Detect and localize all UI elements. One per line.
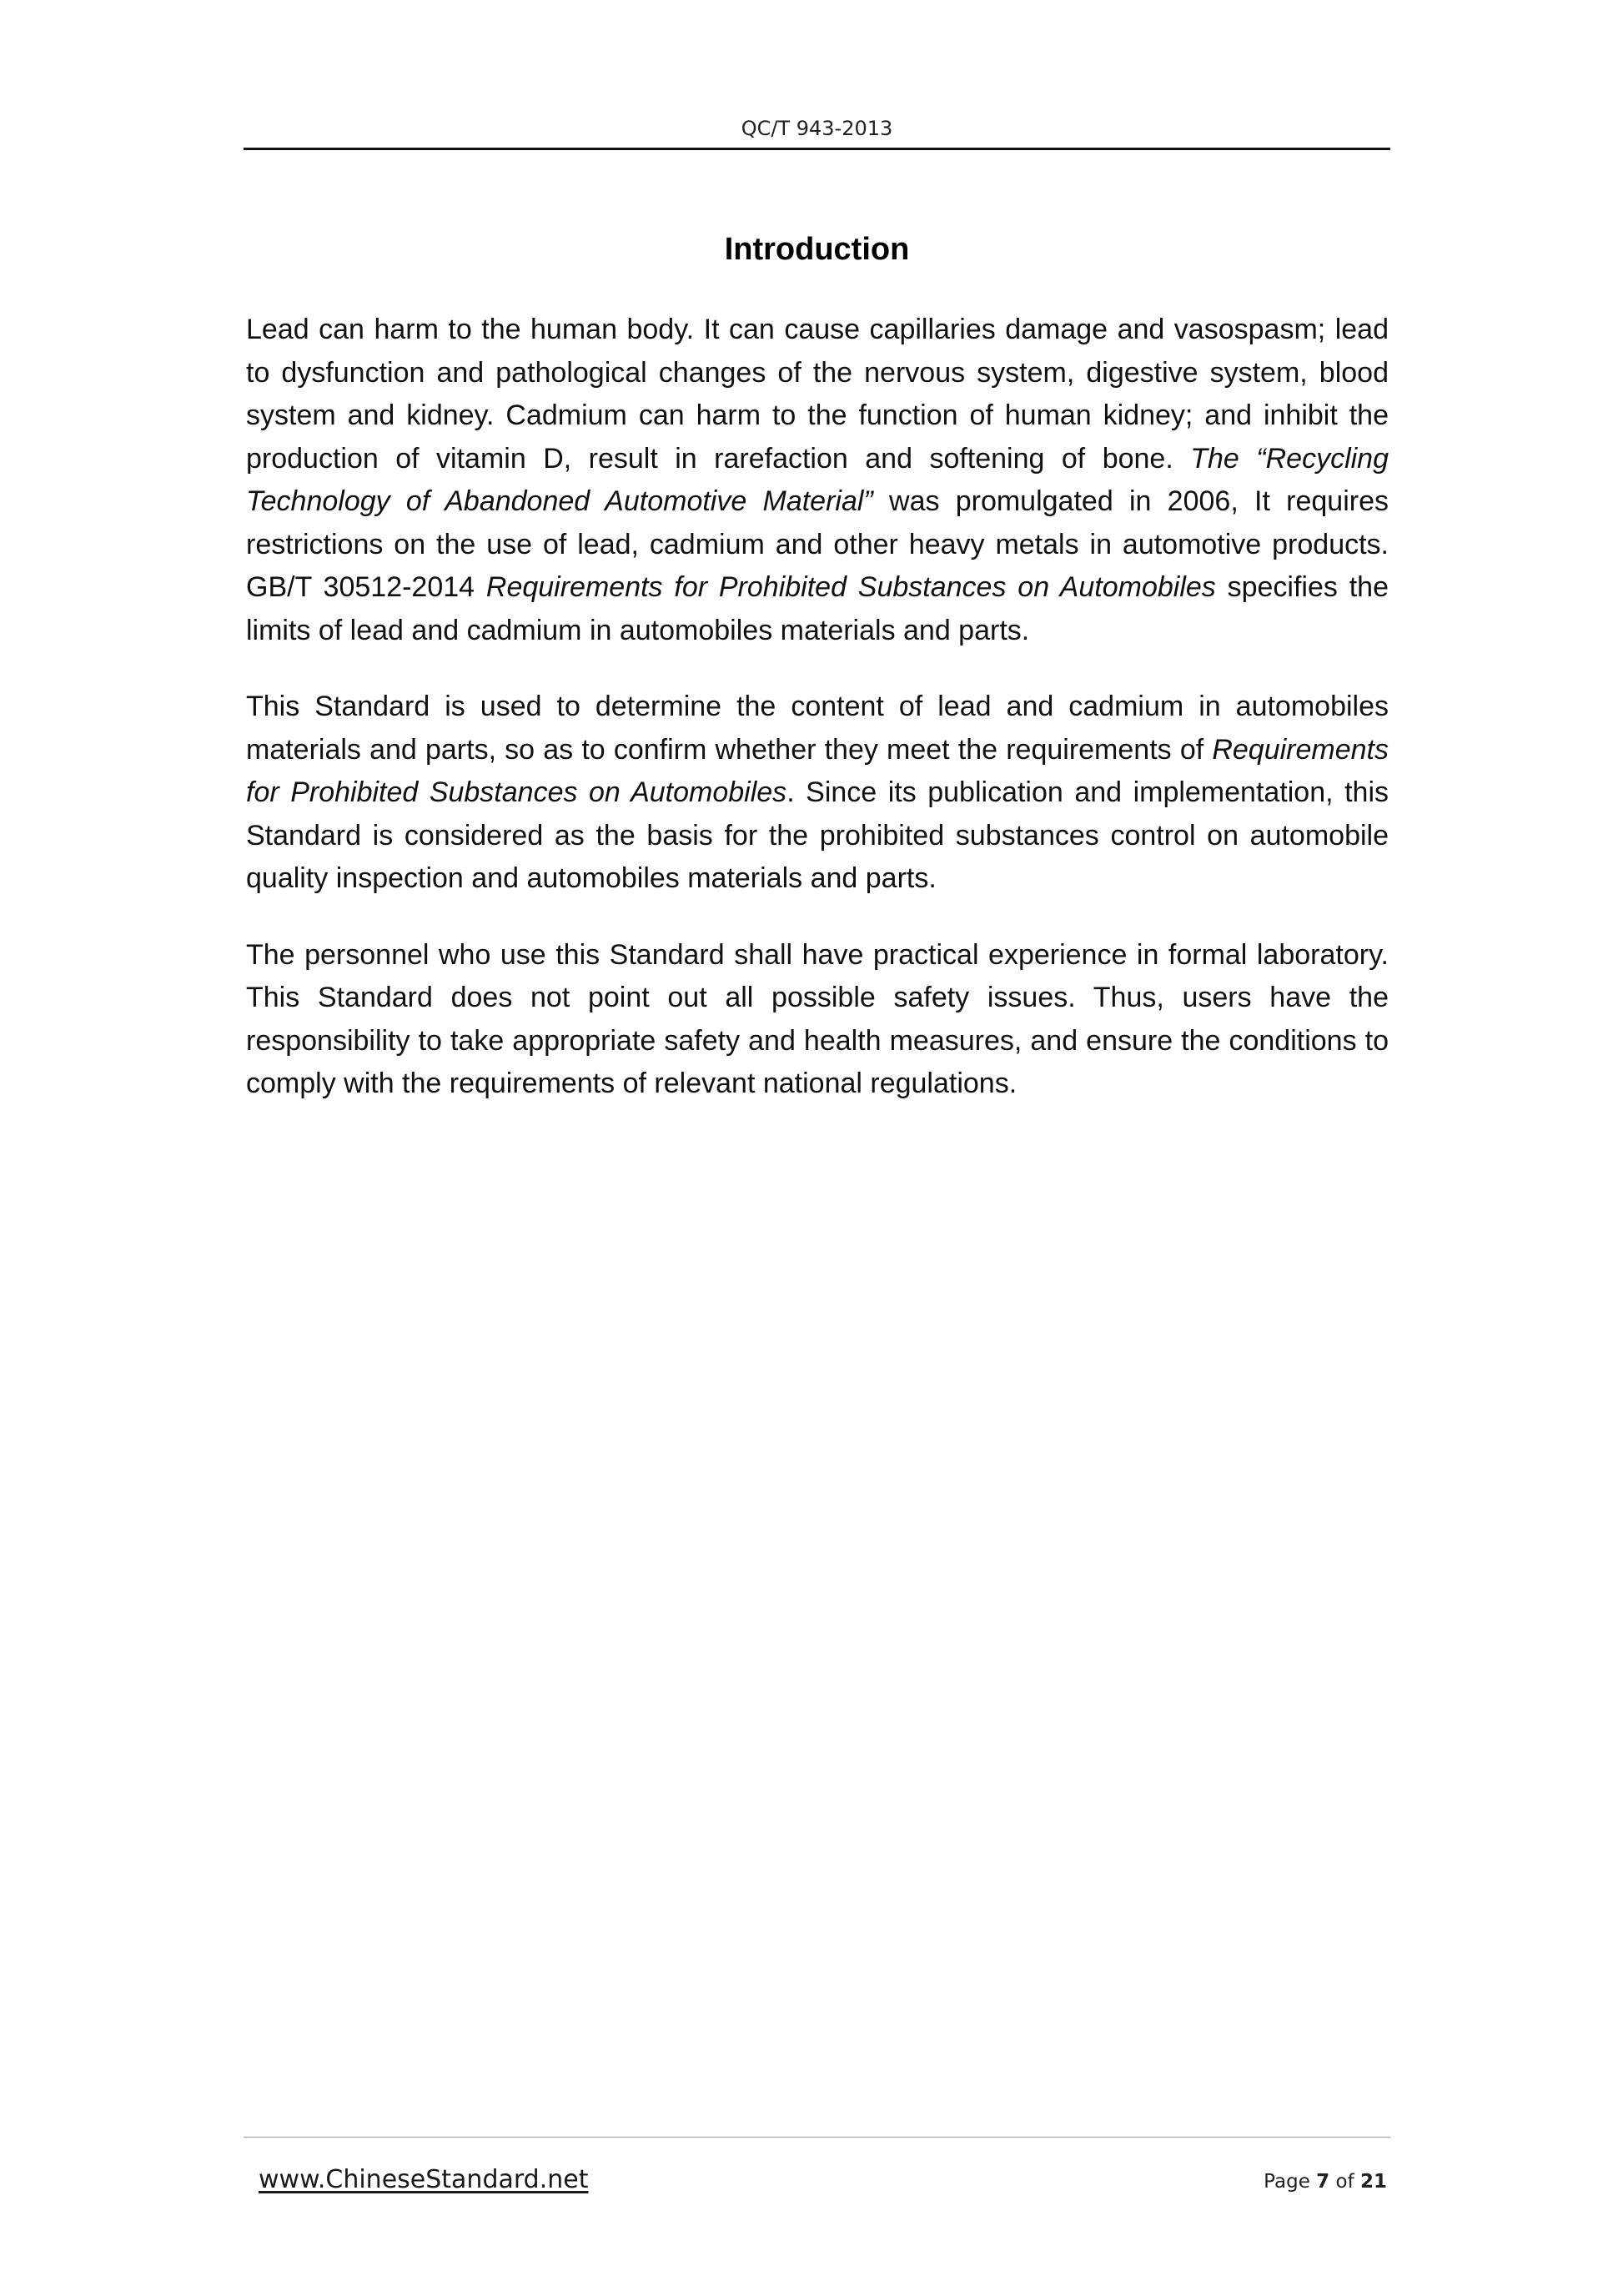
website-link[interactable]: www.ChineseStandard.net	[259, 2165, 589, 2194]
paragraph-1	[246, 309, 1389, 652]
paragraph-2-text-a: This Standard is used to determine the content of lead and cadmium in automobiles materials and parts, so as to confirm whether they meet the requirements of	[246, 691, 1389, 766]
introduction-body	[246, 309, 1389, 1139]
header-standard-code: QC/T 943-2013	[741, 117, 893, 140]
section-title: Introduction	[724, 232, 910, 267]
paragraph-1-text-a: Lead can harm to the human body. It can cause capillaries damage and vasospasm; lead to dysfunction and pathological changes of the nervous system, digestive system, blood system and kidney. Cadmium can harm to the function of human kidney; and inhibit the production of vitamin D, result in rarefaction and softening of bone.	[246, 314, 1389, 475]
paragraph-1-text-b: was promulgated in 2006, It requires restrictions on the use of lead, cadmium and other heavy metals in automotive products. GB/T 30512-2014	[246, 485, 1389, 603]
page-of: of	[1335, 2171, 1354, 2193]
paragraph-1-italic-title-a: The “Recycling Technology of Abandoned Automotive Material”	[246, 442, 1389, 517]
paragraph-1-text-c: specifies the limits of lead and cadmium in automobiles materials and parts.	[246, 571, 1389, 646]
paragraph-1-italic-title-b: Requirements for Prohibited Substances on Automobiles	[485, 571, 1216, 603]
paragraph-3	[246, 934, 1389, 1106]
paragraph-3-text: The personnel who use this Standard shall have practical experience in formal laboratory. This Standard does not point out all possible safety issues. Thus, users have the responsibility to take appropriate safety and health measures, and ensure the conditions to comply with the requirements of relevant national regulations.	[246, 938, 1389, 1099]
page-current: 7	[1316, 2171, 1330, 2193]
page-total: 21	[1359, 2171, 1387, 2193]
page-label: Page	[1264, 2171, 1310, 2193]
paragraph-2	[246, 686, 1389, 901]
paragraph-2-text-b: . Since its publication and implementation, this Standard is considered as the basis for the prohibited substances control on automobile quality inspection and automobiles materials and parts.	[246, 776, 1389, 894]
page-number	[1264, 2171, 1387, 2193]
header-divider	[244, 148, 1390, 150]
footer-divider	[244, 2137, 1390, 2138]
paragraph-2-italic-title: Requirements for Prohibited Substances on Automobiles	[246, 733, 1389, 808]
